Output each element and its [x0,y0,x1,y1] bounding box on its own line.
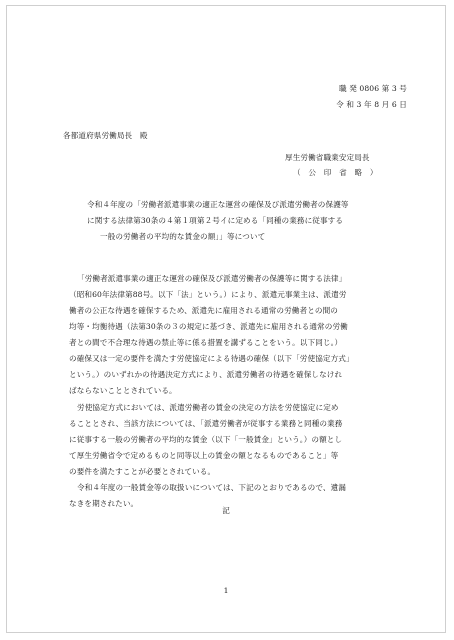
body-line: という。）のいずれかの待遇決定方式により、派遣労働者の待遇を確保しなけれ [69,370,343,379]
page-number: 1 [223,586,229,595]
document-date: 令 和 3 年 8 月 6 日 [336,100,407,109]
subject-line: 令和４年度の「労働者派遣事業の適正な運営の確保及び派遣労働者の保護等 [87,200,349,209]
body-line: 令和４年度の一般賃金等の取扱いについては、下記のとおりであるので、遺漏 [77,483,346,492]
document-number: 職 発 0806 第 3 号 [338,84,407,93]
body-line: に従事する一般の労働者の平均的な賃金（以下「一般賃金」という。）の額とし [69,435,343,444]
body-line: なきを期されたい。 [69,499,139,508]
body-line: 均等・均衡待遇（法第30条の３の規定に基づき、派遣先に雇用される通常の労働 [69,322,348,331]
body-line: 労使協定方式においては、派遣労働者の賃金の決定の方法を労使協定に定め [77,403,339,412]
subject-line: 一般の労働者の平均的な賃金の額」」等について [100,232,266,241]
addressee: 各都道府県労働局長 殿 [63,131,148,140]
seal-omitted-note: （ 公 印 省 略 ） [293,168,378,177]
ki-heading: 記 [222,506,230,515]
body-line: （昭和60年法律第88号。以下「法」という。）により、派遣元事業主は、派遣労 [69,290,347,299]
body-line: て厚生労働省令で定めるものと同等以上の賃金の額となるものであること」等 [69,451,339,460]
document-page [6,5,446,633]
body-line: の要件を満たすことが必要とされている。 [69,467,216,476]
body-line: ることとされ、当該方法については、「派遣労働者が従事する業務と同種の業務 [69,419,343,428]
body-line: の確保又は一定の要件を満たす労使協定による待遇の確保（以下「労使協定方式」 [69,354,354,363]
subject-line: に関する法律第30条の４第１項第２号イに定める「同種の業務に従事する [87,216,344,225]
body-line: 者との間で不合理な待遇の禁止等に係る措置を講ずることをいう。以下同じ。） [69,338,343,347]
body-line: 働者の公正な待遇を確保するため、派遣先に雇用される通常の労働者との間の [69,306,338,315]
sender-title: 厚生労働省職業安定局長 [285,153,370,162]
body-line: 「労働者派遣事業の適正な運営の確保及び派遣労働者の保護等に関する法律」 [77,274,347,283]
body-line: ばならないこととされている。 [69,386,177,395]
